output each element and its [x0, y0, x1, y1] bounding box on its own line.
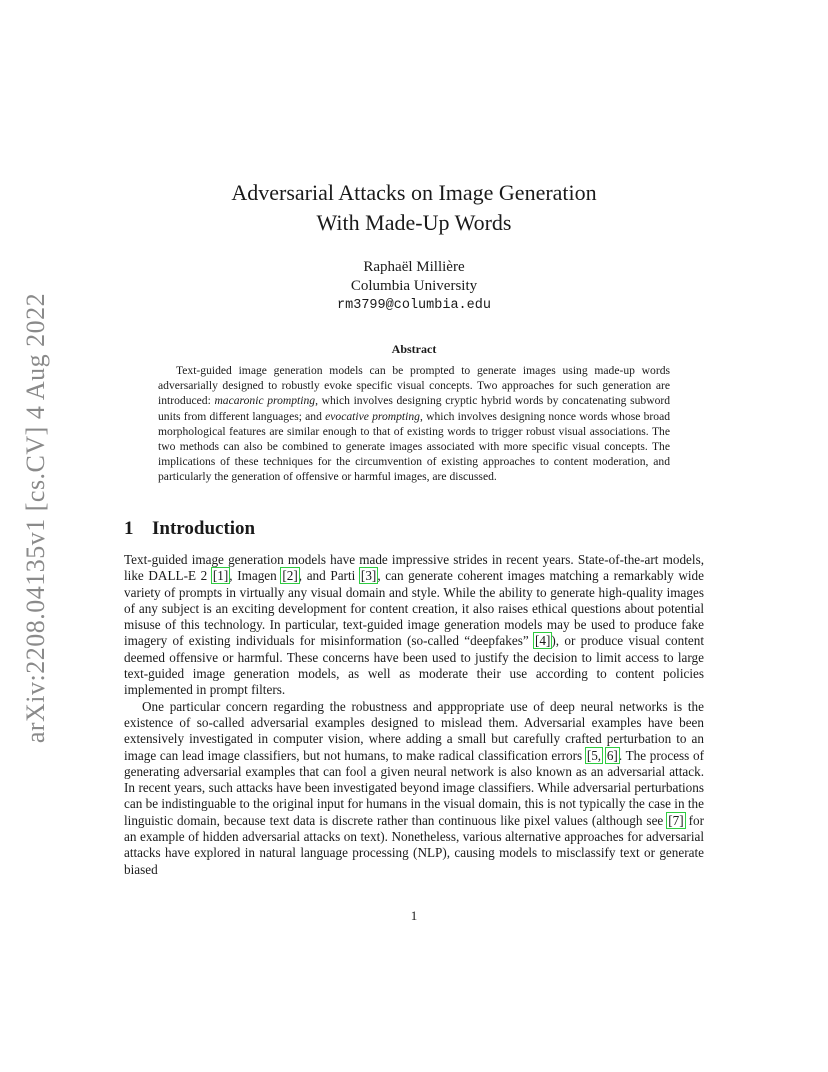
abstract-text-1: Text-guided image generation models can be prompted to generate images using made-up words adversarially designed to robustly evoke specific visual concepts. Two approaches for such generation are introduced:	[158, 364, 670, 408]
title-line-2: With Made-Up Words	[316, 210, 512, 235]
para1-text-b: , Imagen	[229, 568, 282, 584]
introduction-section	[124, 518, 704, 878]
intro-paragraph-1	[124, 552, 704, 699]
page-number: 1	[410, 908, 418, 923]
section-heading	[124, 518, 704, 540]
author-name: Raphaël Millière	[363, 259, 465, 275]
abstract-body	[158, 363, 670, 485]
arxiv-identifier-text: arXiv:2208.04135v1 [cs.CV] 4 Aug 2022	[21, 292, 51, 744]
citation-link-7[interactable]: [7]	[668, 812, 684, 828]
section-title: Introduction	[152, 518, 256, 539]
para1-text-d: , can generate coherent images matching a remarkably wide variety of prompts in virtually any visual domain and style. While the ability to generate high-quality images of any subject is an exciting development for content creation, it also raises ethical questions about potential misuse of this technology. In particular, text-guided image generation models may be used to produce fake imagery of existing individuals for misinformation (so-called “deepfakes”	[124, 568, 704, 649]
section-number: 1	[124, 518, 134, 539]
para2-text-a: One particular concern regarding the robustness and apppropriate use of deep neural networks is the existence of so-called adversarial examples designed to mislead them. Adversarial examples have been extensively investigated in computer vision, where adding a small but carefully crafted perturbation to an image can lead image classifiers, but not humans, to make radical classification errors	[124, 698, 704, 763]
para2-text-c: for an example of hidden adversarial attacks on text). Nonetheless, various alternative approaches for adversarial attacks have explored in natural language processing (NLP), causing models to misclassify text or generate biased	[124, 812, 704, 877]
para1-text-a: Text-guided image generation models have made impressive strides in recent years. State-of-the-art models, like DALL-E 2	[124, 552, 704, 584]
author-affiliation: Columbia University	[350, 278, 478, 294]
citation-link-2[interactable]: [2]	[282, 568, 298, 584]
abstract-heading: Abstract	[391, 342, 437, 356]
citation-link-6[interactable]: 6]	[606, 747, 618, 763]
abstract-text-2: , which involves designing cryptic hybrid words by concatenating subword units from different languages; and	[158, 394, 671, 423]
para1-text-e: ), or produce visual content deemed offensive or harmful. These concerns have been used to justify the decision to limit access to large text-guided image generation models, as well as moderate their use according to content policies implemented in prompt filters.	[124, 633, 704, 698]
intro-paragraph-2	[124, 699, 704, 878]
abstract-term-evocative: evocative prompting	[325, 409, 420, 423]
citation-link-3[interactable]: [3]	[360, 568, 377, 584]
para2-text-b: . The process of generating adversarial examples that can fool a given neural network is also known as an adversarial attack. In recent years, such attacks have been investigated beyond image classifiers. While adversarial perturbations can be indistinguable to the original input for humans in the visual domain, this is not typically the case in the linguistic domain, because text data is discrete rather than continuous like pixel values (although see	[124, 747, 704, 828]
title-line-1: Adversarial Attacks on Image Generation	[231, 180, 597, 205]
citation-link-4[interactable]: [4]	[534, 633, 551, 649]
citation-link-1[interactable]: [1]	[212, 568, 229, 584]
citation-link-5[interactable]: [5,	[586, 747, 602, 763]
abstract	[158, 342, 670, 485]
title-block	[0, 178, 828, 315]
abstract-term-macaronic: macaronic prompting	[214, 394, 316, 408]
paper-title	[0, 178, 828, 238]
author-email: rm3799@columbia.edu	[337, 298, 491, 313]
author-block	[0, 258, 828, 315]
para1-text-c: , and Parti	[298, 568, 360, 584]
abstract-text-3: , which involves designing nonce words whose broad morphological features are similar enough to that of existing words to trigger robust visual associations. The two methods can also be combined to generate images associated with more specific visual concepts. The implications of these techniques for the circumvention of existing approaches to content moderation, and particularly the generation of offensive or harmful images, are discussed.	[158, 409, 671, 484]
arxiv-identifier-stamp	[6, 288, 66, 748]
